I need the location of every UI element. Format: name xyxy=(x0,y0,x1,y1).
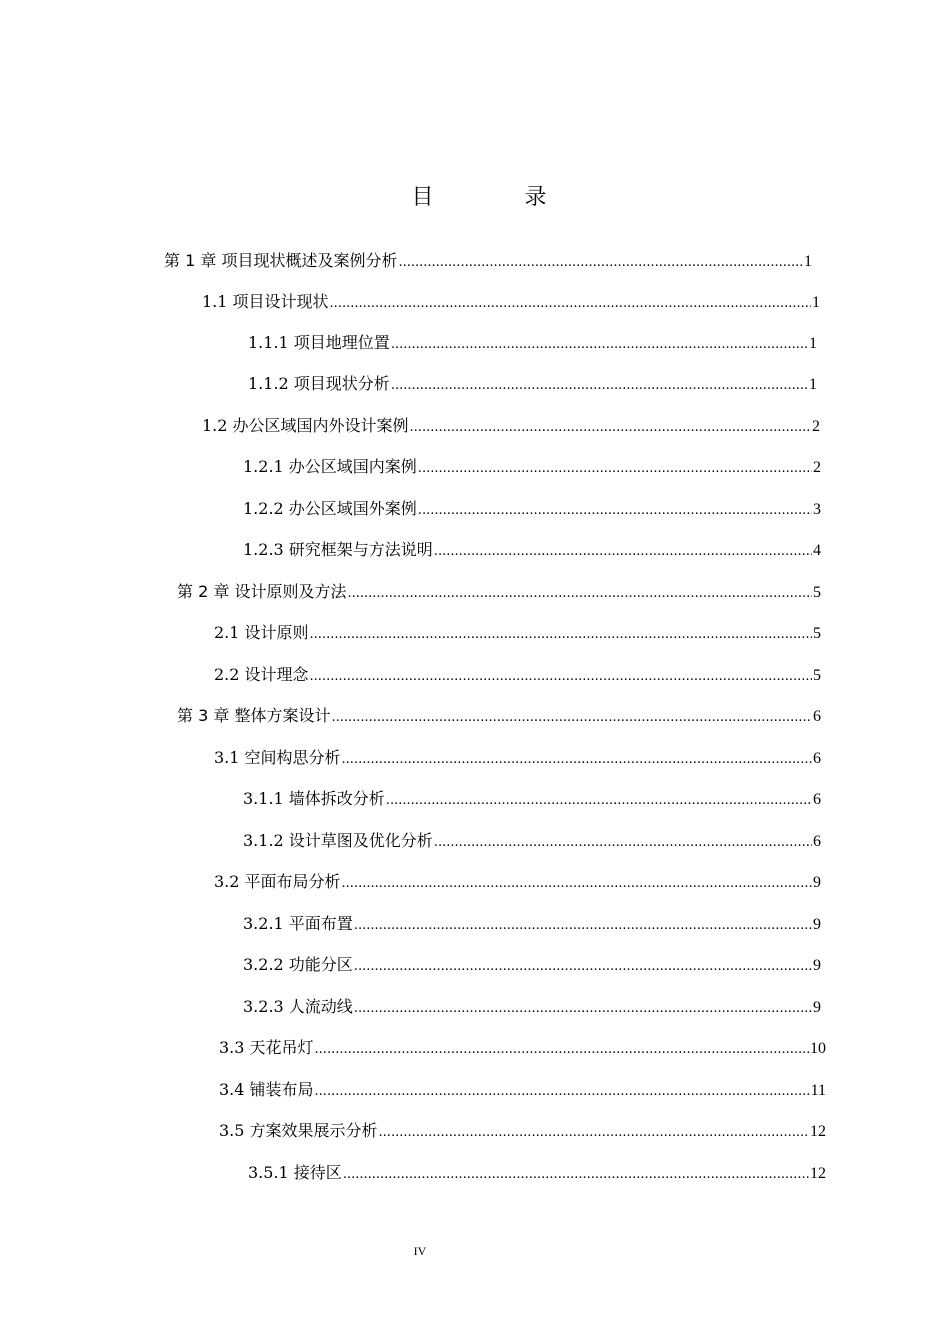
toc-entry-page: 3 xyxy=(813,501,821,518)
toc-entry-label: 3.2.2 功能分区 xyxy=(243,955,353,974)
toc-entry[interactable] xyxy=(219,1035,826,1061)
toc-entry-page: 12 xyxy=(810,1123,826,1140)
toc-leader-dots xyxy=(315,1077,810,1105)
toc-leader-dots xyxy=(310,620,812,648)
toc-entry-label: 1.2.2 办公区域国外案例 xyxy=(243,499,417,518)
toc-entry-page: 5 xyxy=(813,667,821,684)
toc-entry-page: 6 xyxy=(813,708,821,725)
toc-entry[interactable] xyxy=(243,952,821,978)
toc-leader-dots xyxy=(343,1160,809,1188)
toc-leader-dots xyxy=(331,703,812,731)
toc-entry-label: 1.2.1 办公区域国内案例 xyxy=(243,457,417,476)
toc-entry-label: 1.2.3 研究框架与方法说明 xyxy=(243,540,433,559)
toc-entry-page: 2 xyxy=(813,459,821,476)
toc-entry-label: 3.4 铺装布局 xyxy=(219,1080,314,1099)
toc-leader-dots xyxy=(354,952,812,980)
toc-entry[interactable] xyxy=(202,289,820,315)
toc-entry-page: 9 xyxy=(813,957,821,974)
toc-leader-dots xyxy=(354,911,812,939)
toc-leader-dots xyxy=(347,579,812,607)
toc-entry[interactable] xyxy=(248,371,817,397)
toc-entry-label: 3.2 平面布局分析 xyxy=(214,872,341,891)
toc-entry[interactable] xyxy=(243,454,821,480)
toc-entry[interactable] xyxy=(202,413,820,439)
toc-entry-page: 5 xyxy=(813,625,821,642)
toc-leader-dots xyxy=(342,869,812,897)
toc-entry-page: 1 xyxy=(812,294,820,311)
toc-entry[interactable] xyxy=(243,786,821,812)
toc-entry-page: 9 xyxy=(813,916,821,933)
toc-entry-page: 5 xyxy=(813,584,821,601)
toc-entry-label: 3.5.1 接待区 xyxy=(248,1163,342,1182)
toc-entry-page: 11 xyxy=(810,1082,826,1099)
page-title: 目 录 xyxy=(411,185,589,210)
toc-leader-dots xyxy=(410,413,811,441)
toc-entry-page: 6 xyxy=(813,833,821,850)
toc-leader-dots xyxy=(418,454,812,482)
toc-entry[interactable] xyxy=(219,1118,826,1144)
toc-leader-dots xyxy=(391,371,808,399)
toc-entry-page: 1 xyxy=(804,253,812,270)
toc-entry[interactable] xyxy=(177,703,821,729)
toc-entry-page: 6 xyxy=(813,791,821,808)
toc-entry-page: 4 xyxy=(813,542,821,559)
toc-entry-label: 3.1.2 设计草图及优化分析 xyxy=(243,831,433,850)
toc-entry[interactable] xyxy=(214,620,821,646)
toc-entry[interactable] xyxy=(164,248,812,274)
toc-leader-dots xyxy=(418,496,812,524)
toc-entry-page: 6 xyxy=(813,750,821,767)
toc-entry-label: 1.1.1 项目地理位置 xyxy=(248,333,390,352)
toc-leader-dots xyxy=(315,1035,809,1063)
toc-leader-dots xyxy=(391,330,808,358)
toc-leader-dots xyxy=(386,786,812,814)
toc-leader-dots xyxy=(434,537,812,565)
toc-entry-label: 3.2.1 平面布置 xyxy=(243,914,353,933)
toc-entry[interactable] xyxy=(214,662,821,688)
toc-entry-page: 1 xyxy=(809,335,817,352)
toc-entry[interactable] xyxy=(243,496,821,522)
toc-entry[interactable] xyxy=(243,828,821,854)
toc-entry-label: 3.5 方案效果展示分析 xyxy=(219,1121,378,1140)
toc-entry-label: 第 3 章 整体方案设计 xyxy=(177,706,331,725)
toc-entry-label: 第 2 章 设计原则及方法 xyxy=(177,582,347,601)
toc-entry[interactable] xyxy=(248,330,817,356)
toc-entry-page: 1 xyxy=(809,376,817,393)
toc-entry-label: 2.1 设计原则 xyxy=(214,623,309,642)
toc-entry-label: 3.1 空间构思分析 xyxy=(214,748,341,767)
toc-entry-page: 12 xyxy=(810,1165,826,1182)
toc-entry-label: 3.2.3 人流动线 xyxy=(243,997,353,1016)
toc-entry-label: 第 1 章 项目现状概述及案例分析 xyxy=(164,251,398,270)
toc-entry[interactable] xyxy=(248,1160,826,1186)
toc-entry-page: 9 xyxy=(813,874,821,891)
toc-entry[interactable] xyxy=(243,911,821,937)
toc-leader-dots xyxy=(379,1118,809,1146)
toc-entry-page: 2 xyxy=(812,418,820,435)
toc-entry[interactable] xyxy=(219,1077,826,1103)
toc-entry-page: 9 xyxy=(813,999,821,1016)
page-number-footer: IV xyxy=(413,1244,427,1258)
toc-entry-label: 1.2 办公区域国内外设计案例 xyxy=(202,416,409,435)
toc-entry-label: 3.3 天花吊灯 xyxy=(219,1038,314,1057)
toc-entry-label: 2.2 设计理念 xyxy=(214,665,309,684)
toc-entry-label: 1.1 项目设计现状 xyxy=(202,292,329,311)
toc-entry[interactable] xyxy=(177,579,821,605)
toc-entry[interactable] xyxy=(214,869,821,895)
toc-entry[interactable] xyxy=(243,994,821,1020)
toc-entry-label: 3.1.1 墙体拆改分析 xyxy=(243,789,385,808)
toc-leader-dots xyxy=(398,248,803,276)
toc-leader-dots xyxy=(310,662,812,690)
toc-leader-dots xyxy=(330,289,811,317)
toc-leader-dots xyxy=(434,828,812,856)
toc-leader-dots xyxy=(354,994,812,1022)
toc-entry[interactable] xyxy=(214,745,821,771)
toc-entry[interactable] xyxy=(243,537,821,563)
toc-leader-dots xyxy=(342,745,812,773)
toc-entry-label: 1.1.2 项目现状分析 xyxy=(248,374,390,393)
toc-entry-page: 10 xyxy=(810,1040,826,1057)
